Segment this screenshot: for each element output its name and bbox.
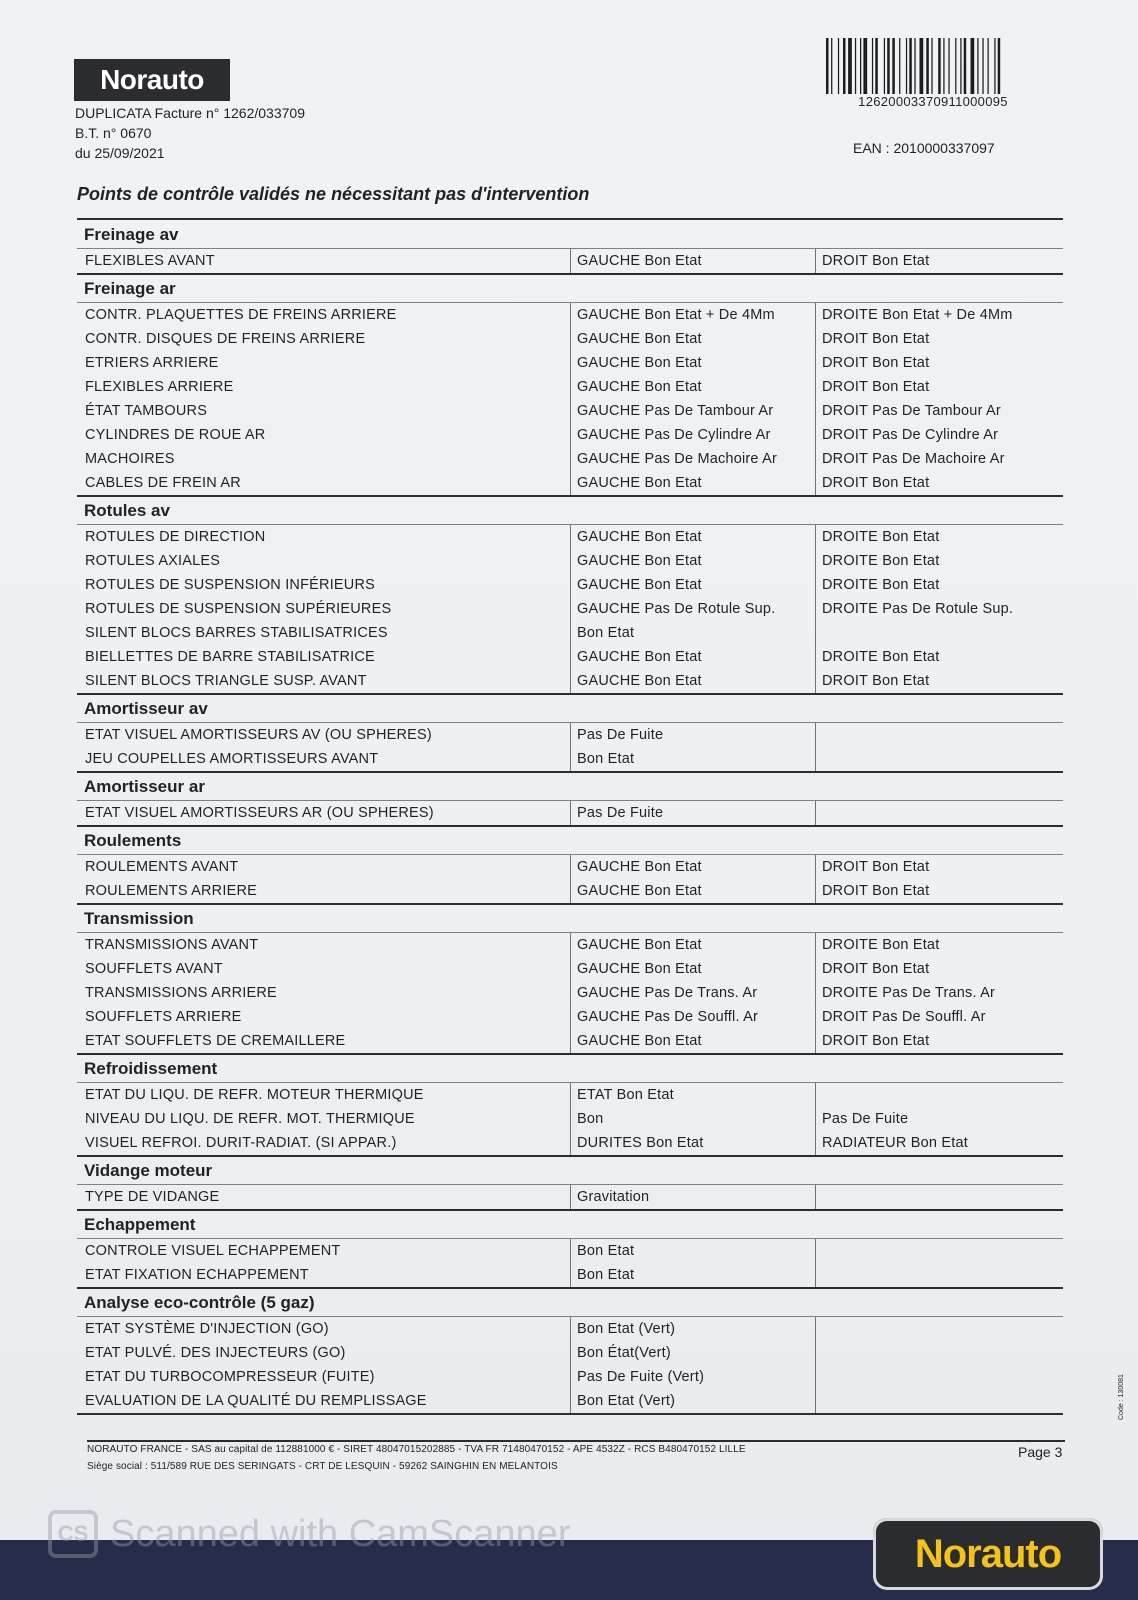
check-item: SOUFFLETS AVANT: [85, 961, 223, 977]
address-line: Siège social : 511/589 RUE DES SERINGATS - CRT DE LESQUIN - 59262 SAINGHIN EN MELANTOIS: [87, 1461, 558, 1472]
barcode-bar: [994, 38, 995, 94]
check-item: MACHOIRES: [85, 451, 175, 467]
barcode-bar: [926, 38, 929, 94]
left-result: GAUCHE Pas De Souffl. Ar: [570, 1005, 815, 1029]
invoice-date: du 25/09/2021: [75, 145, 165, 161]
left-result: Bon Etat (Vert): [570, 1317, 815, 1341]
right-result: DROIT Bon Etat: [815, 249, 1063, 273]
check-item: ROTULES DE DIRECTION: [85, 529, 266, 545]
right-result: DROITE Bon Etat: [815, 525, 1063, 549]
barcode-bar: [914, 38, 915, 94]
check-item: ETAT PULVÉ. DES INJECTEURS (GO): [85, 1345, 346, 1361]
check-item: ÉTAT TAMBOURS: [85, 403, 208, 419]
table-row: [77, 957, 1063, 981]
barcode-number: 12620003370911000095: [858, 94, 1008, 109]
left-result: Bon État(Vert): [570, 1341, 815, 1365]
left-result: GAUCHE Bon Etat + De 4Mm: [570, 303, 815, 327]
section-header: Refroidissement: [77, 1055, 1063, 1083]
side-code: Code : 130081: [1118, 1374, 1125, 1420]
barcode-bar: [855, 38, 856, 94]
check-item: SOUFFLETS ARRIERE: [85, 1009, 242, 1025]
barcode-bar: [948, 38, 949, 94]
right-result: [815, 1365, 1063, 1389]
right-result: [815, 1263, 1063, 1287]
table-row: [77, 1263, 1063, 1289]
right-result: DROIT Bon Etat: [815, 1029, 1063, 1053]
left-result: GAUCHE Pas De Machoire Ar: [570, 447, 815, 471]
left-result: Bon Etat: [570, 747, 815, 771]
check-item: ROTULES AXIALES: [85, 553, 221, 569]
table-row: [77, 423, 1063, 447]
barcode-bar: [960, 38, 961, 94]
page-number: Page 3: [1018, 1444, 1063, 1460]
left-result: GAUCHE Bon Etat: [570, 957, 815, 981]
table-row: [77, 1029, 1063, 1055]
right-result: [815, 723, 1063, 747]
table-row: [77, 1389, 1063, 1415]
barcode-bar: [884, 38, 885, 94]
right-result: DROIT Bon Etat: [815, 855, 1063, 879]
left-result: Bon: [570, 1107, 815, 1131]
table-row: [77, 723, 1063, 747]
bt-number: B.T. n° 0670: [75, 125, 152, 141]
barcode-bar: [977, 38, 978, 94]
check-item: ETAT VISUEL AMORTISSEURS AV (OU SPHERES): [85, 727, 432, 743]
left-result: ETAT Bon Etat: [570, 1083, 815, 1107]
right-result: DROIT Pas De Souffl. Ar: [815, 1005, 1063, 1029]
left-result: GAUCHE Pas De Tambour Ar: [570, 399, 815, 423]
barcode-bar: [826, 38, 829, 94]
table-row: [77, 855, 1063, 879]
norauto-logo: Norauto: [74, 59, 230, 101]
left-result: GAUCHE Pas De Trans. Ar: [570, 981, 815, 1005]
barcode-bar: [998, 38, 1001, 94]
left-result: GAUCHE Bon Etat: [570, 327, 815, 351]
table-row: [77, 573, 1063, 597]
section-header: Freinage av: [77, 221, 1063, 249]
check-item: BIELLETTES DE BARRE STABILISATRICE: [85, 649, 375, 665]
barcode-bar: [938, 38, 941, 94]
left-result: Pas De Fuite (Vert): [570, 1365, 815, 1389]
left-result: GAUCHE Bon Etat: [570, 645, 815, 669]
table-row: [77, 879, 1063, 905]
check-item: NIVEAU DU LIQU. DE REFR. MOT. THERMIQUE: [85, 1111, 415, 1127]
check-item: CONTR. DISQUES DE FREINS ARRIERE: [85, 331, 366, 347]
right-result: DROIT Bon Etat: [815, 669, 1063, 693]
right-result: DROITE Bon Etat: [815, 933, 1063, 957]
check-item: EVALUATION DE LA QUALITÉ DU REMPLISSAGE: [85, 1393, 427, 1409]
left-result: GAUCHE Bon Etat: [570, 1029, 815, 1053]
right-result: DROIT Bon Etat: [815, 879, 1063, 903]
check-item: TRANSMISSIONS AVANT: [85, 937, 259, 953]
left-result: GAUCHE Pas De Rotule Sup.: [570, 597, 815, 621]
check-item: TYPE DE VIDANGE: [85, 1189, 220, 1205]
check-item: ETAT VISUEL AMORTISSEURS AR (OU SPHERES): [85, 805, 434, 821]
check-item: JEU COUPELLES AMORTISSEURS AVANT: [85, 751, 379, 767]
barcode-bar: [909, 38, 912, 94]
table-row: [77, 597, 1063, 621]
table-row: [77, 447, 1063, 471]
left-result: GAUCHE Bon Etat: [570, 351, 815, 375]
left-result: GAUCHE Bon Etat: [570, 855, 815, 879]
page-title: Points de contrôle validés ne nécessitant pas d'intervention: [77, 184, 590, 204]
table-row: [77, 1341, 1063, 1365]
barcode-bar: [931, 38, 932, 94]
left-result: GAUCHE Bon Etat: [570, 669, 815, 693]
table-row: [77, 981, 1063, 1005]
barcode-bar: [988, 38, 989, 94]
left-result: DURITES Bon Etat: [570, 1131, 815, 1155]
section-header: Freinage ar: [77, 275, 1063, 303]
left-result: Gravitation: [570, 1185, 815, 1209]
table-row: [77, 327, 1063, 351]
right-result: [815, 1239, 1063, 1263]
right-result: DROIT Pas De Tambour Ar: [815, 399, 1063, 423]
check-item: SILENT BLOCS TRIANGLE SUSP. AVANT: [85, 673, 367, 689]
watermark-text: Scanned with CamScanner: [110, 1512, 571, 1555]
barcode-bar: [906, 38, 907, 94]
left-result: GAUCHE Bon Etat: [570, 933, 815, 957]
table-row: [77, 375, 1063, 399]
right-result: [815, 1341, 1063, 1365]
left-result: GAUCHE Bon Etat: [570, 573, 815, 597]
table-row: [77, 669, 1063, 695]
right-result: DROITE Bon Etat: [815, 573, 1063, 597]
left-result: Pas De Fuite: [570, 723, 815, 747]
barcode-bar: [982, 38, 983, 94]
table-row: [77, 525, 1063, 549]
right-result: [815, 801, 1063, 825]
right-result: DROIT Bon Etat: [815, 351, 1063, 375]
table-row: [77, 1317, 1063, 1341]
left-result: GAUCHE Pas De Cylindre Ar: [570, 423, 815, 447]
table-row: [77, 1185, 1063, 1211]
barcode-bar: [848, 38, 852, 94]
check-item: ROTULES DE SUSPENSION SUPÉRIEURES: [85, 601, 392, 617]
left-result: GAUCHE Bon Etat: [570, 249, 815, 273]
check-item: ETAT SOUFFLETS DE CREMAILLERE: [85, 1033, 346, 1049]
table-row: [77, 549, 1063, 573]
control-points-table: [77, 221, 1063, 1415]
table-row: [77, 801, 1063, 827]
check-item: ROULEMENTS ARRIERE: [85, 883, 257, 899]
barcode-bar: [920, 38, 924, 94]
table-row: [77, 1239, 1063, 1263]
left-result: GAUCHE Bon Etat: [570, 525, 815, 549]
check-item: SILENT BLOCS BARRES STABILISATRICES: [85, 625, 388, 641]
right-result: DROITE Bon Etat + De 4Mm: [815, 303, 1063, 327]
barcode-bar: [955, 38, 956, 94]
barcode-bar: [838, 38, 839, 94]
ean-code: EAN : 2010000337097: [853, 140, 995, 156]
check-item: CONTROLE VISUEL ECHAPPEMENT: [85, 1243, 341, 1259]
right-result: [815, 747, 1063, 771]
legal-line: NORAUTO FRANCE - SAS au capital de 112881000 € - SIRET 48047015202885 - TVA FR 71480470152 - APE 4532Z - RCS B480470152 LILLE: [87, 1444, 746, 1455]
table-row: [77, 249, 1063, 275]
check-item: ROULEMENTS AVANT: [85, 859, 239, 875]
right-result: DROIT Bon Etat: [815, 471, 1063, 495]
section-header: Rotules av: [77, 497, 1063, 525]
check-item: CYLINDRES DE ROUE AR: [85, 427, 266, 443]
section-header: Echappement: [77, 1211, 1063, 1239]
camscanner-watermark: [48, 1510, 570, 1558]
check-item: ETAT DU LIQU. DE REFR. MOTEUR THERMIQUE: [85, 1087, 424, 1103]
barcode-image: [826, 38, 1040, 94]
section-header: Amortisseur av: [77, 695, 1063, 723]
table-row: [77, 1107, 1063, 1131]
left-result: Bon Etat: [570, 1263, 815, 1287]
check-item: ETAT FIXATION ECHAPPEMENT: [85, 1267, 309, 1283]
section-header: Roulements: [77, 827, 1063, 855]
table-row: [77, 621, 1063, 645]
barcode-bar: [964, 38, 967, 94]
table-row: [77, 471, 1063, 497]
right-result: [815, 1389, 1063, 1413]
table-row: [77, 1365, 1063, 1389]
table-row: [77, 303, 1063, 327]
right-result: DROIT Bon Etat: [815, 957, 1063, 981]
check-item: CONTR. PLAQUETTES DE FREINS ARRIERE: [85, 307, 397, 323]
table-row: [77, 1005, 1063, 1029]
check-item: CABLES DE FREIN AR: [85, 475, 241, 491]
camscanner-icon: CS: [48, 1510, 98, 1558]
right-result: DROITE Pas De Rotule Sup.: [815, 597, 1063, 621]
left-result: Bon Etat: [570, 621, 815, 645]
right-result: DROIT Pas De Machoire Ar: [815, 447, 1063, 471]
left-result: GAUCHE Bon Etat: [570, 549, 815, 573]
barcode-bar: [863, 38, 867, 94]
right-result: Pas De Fuite: [815, 1107, 1063, 1131]
right-result: DROIT Bon Etat: [815, 375, 1063, 399]
section-header: Vidange moteur: [77, 1157, 1063, 1185]
barcode-bar: [872, 38, 873, 94]
footer-divider: [87, 1440, 1065, 1442]
check-item: TRANSMISSIONS ARRIERE: [85, 985, 277, 1001]
barcode-bar: [943, 38, 944, 94]
check-item: ETAT DU TURBOCOMPRESSEUR (FUITE): [85, 1369, 375, 1385]
right-result: DROITE Bon Etat: [815, 549, 1063, 573]
right-result: DROIT Bon Etat: [815, 327, 1063, 351]
section-header: Amortisseur ar: [77, 773, 1063, 801]
table-row: [77, 351, 1063, 375]
table-row: [77, 399, 1063, 423]
barcode-bar: [971, 38, 975, 94]
right-result: RADIATEUR Bon Etat: [815, 1131, 1063, 1155]
barcode: [826, 38, 1040, 109]
barcode-bar: [843, 38, 846, 94]
barcode-bar: [860, 38, 861, 94]
check-item: FLEXIBLES AVANT: [85, 253, 215, 269]
barcode-bar: [831, 38, 832, 94]
right-result: [815, 1185, 1063, 1209]
right-result: [815, 1083, 1063, 1107]
check-item: VISUEL REFROI. DURIT-RADIAT. (SI APPAR.): [85, 1135, 397, 1151]
right-result: [815, 1317, 1063, 1341]
right-result: DROITE Pas De Trans. Ar: [815, 981, 1063, 1005]
table-row: [77, 645, 1063, 669]
title-divider: [77, 218, 1063, 220]
check-item: ETRIERS ARRIERE: [85, 355, 219, 371]
section-header: Transmission: [77, 905, 1063, 933]
left-result: Bon Etat (Vert): [570, 1389, 815, 1413]
left-result: GAUCHE Bon Etat: [570, 879, 815, 903]
left-result: Pas De Fuite: [570, 801, 815, 825]
invoice-number: DUPLICATA Facture n° 1262/033709: [75, 105, 305, 121]
check-item: FLEXIBLES ARRIERE: [85, 379, 234, 395]
table-row: [77, 1083, 1063, 1107]
left-result: Bon Etat: [570, 1239, 815, 1263]
barcode-bar: [899, 38, 900, 94]
left-result: GAUCHE Bon Etat: [570, 471, 815, 495]
right-result: DROITE Bon Etat: [815, 645, 1063, 669]
table-row: [77, 1131, 1063, 1157]
barcode-bar: [875, 38, 878, 94]
check-item: ROTULES DE SUSPENSION INFÉRIEURS: [85, 577, 376, 593]
norauto-bottom-logo: Norauto: [873, 1518, 1103, 1590]
left-result: GAUCHE Bon Etat: [570, 375, 815, 399]
right-result: DROIT Pas De Cylindre Ar: [815, 423, 1063, 447]
barcode-bar: [892, 38, 895, 94]
barcode-bar: [887, 38, 890, 94]
table-row: [77, 747, 1063, 773]
section-header: Analyse eco-contrôle (5 gaz): [77, 1289, 1063, 1317]
check-item: ETAT SYSTÈME D'INJECTION (GO): [85, 1321, 329, 1337]
table-row: [77, 933, 1063, 957]
right-result: [815, 621, 1063, 645]
